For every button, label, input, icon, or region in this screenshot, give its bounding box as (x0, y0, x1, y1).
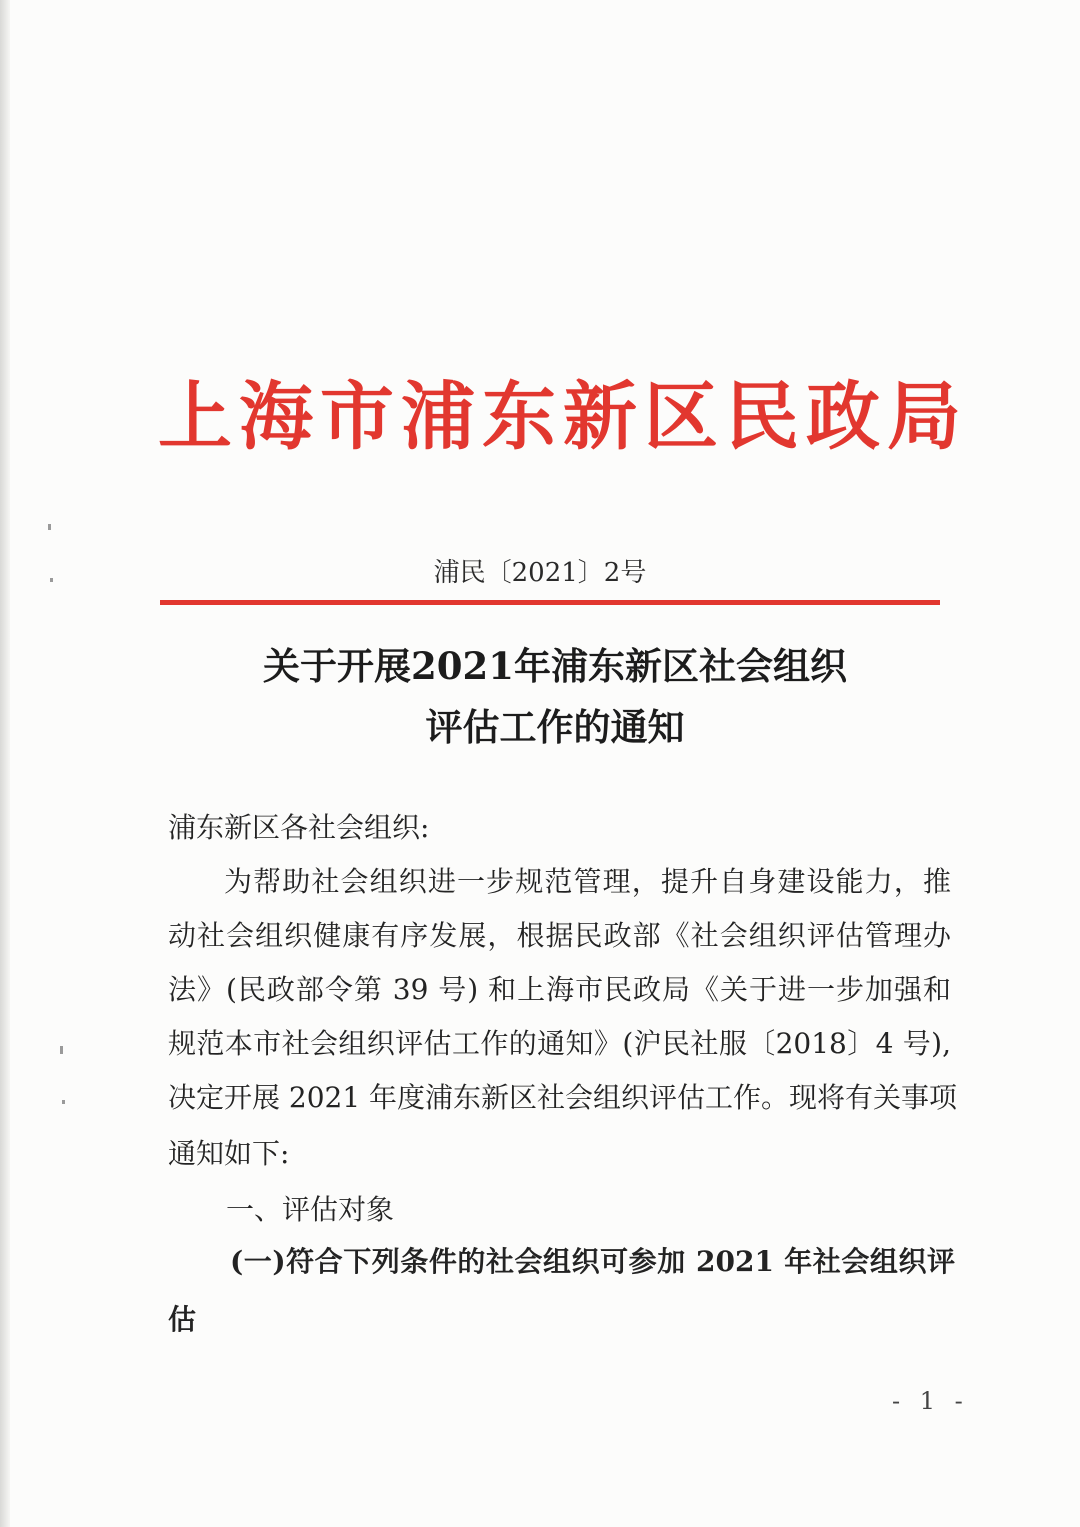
document-number: 浦民〔2021〕2号 (433, 558, 647, 588)
paragraph-line: 通知如下: (168, 1137, 290, 1170)
paragraph-line: 决定开展 2021 年度浦东新区社会组织评估工作。现将有关事项 (168, 1081, 958, 1114)
page-number: - 1 - (892, 1387, 969, 1415)
letterhead-divider (160, 600, 940, 605)
paragraph-line: 动社会组织健康有序发展，根据民政部《社会组织评估管理办 (168, 919, 951, 952)
scan-speck (48, 524, 51, 530)
section-heading: 一、评估对象 (226, 1193, 395, 1226)
scan-edge-shadow (0, 0, 10, 1527)
scan-speck (62, 1100, 65, 1104)
subsection-heading-continued: 估 (168, 1303, 197, 1336)
paragraph-line: 法》(民政部令第 39 号) 和上海市民政局《关于进一步加强和 (168, 973, 951, 1006)
salutation: 浦东新区各社会组织: (168, 811, 430, 844)
scan-speck (60, 1046, 63, 1054)
agency-letterhead: 上海市浦东新区民政局 (158, 374, 968, 460)
notice-title-line-1: 关于开展2021年浦东新区社会组织 (263, 644, 847, 688)
paragraph-line: 规范本市社会组织评估工作的通知》(沪民社服〔2018〕4 号), (168, 1027, 951, 1060)
paragraph-line: 为帮助社会组织进一步规范管理，提升自身建设能力，推 (224, 865, 951, 898)
notice-title-line-2: 评估工作的通知 (425, 705, 685, 749)
subsection-heading: (一)符合下列条件的社会组织可参加 2021 年社会组织评 (230, 1245, 955, 1278)
